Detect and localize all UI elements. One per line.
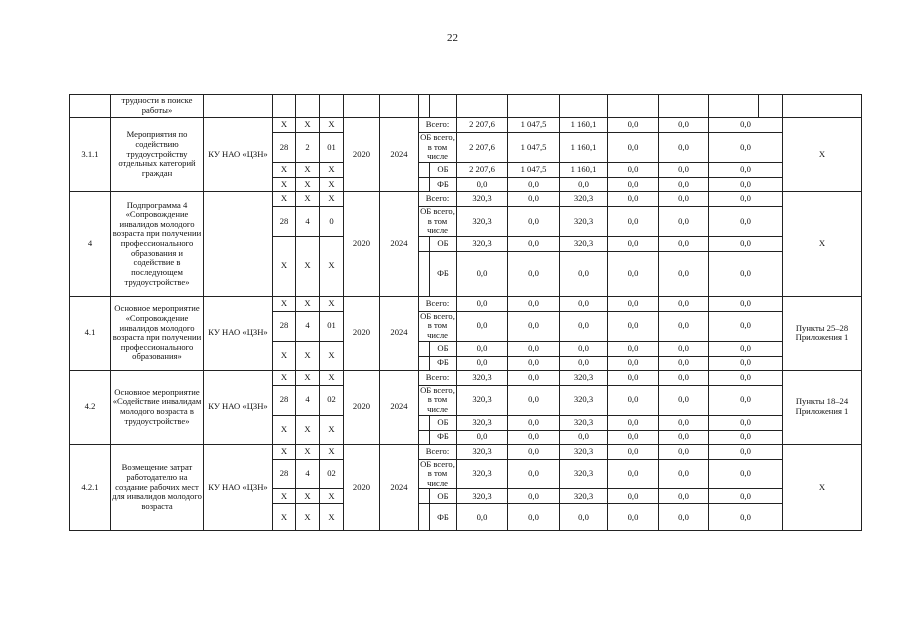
fin-value: 0,0 <box>659 162 709 177</box>
row-number: 4 <box>70 191 111 296</box>
budget-code-cell: X <box>273 296 296 311</box>
budget-code-cell: X <box>296 504 320 531</box>
fin-value: 0,0 <box>659 206 709 236</box>
program-table <box>69 94 862 531</box>
end-year: 2024 <box>380 191 419 296</box>
fin-indent <box>419 236 430 251</box>
budget-code-cell: X <box>273 341 296 370</box>
fin-value: 0,0 <box>709 385 783 415</box>
budget-code-cell: X <box>296 162 320 177</box>
fin-value: 320,3 <box>560 489 608 504</box>
fin-value: 0,0 <box>508 251 560 296</box>
fin-value: 0,0 <box>709 341 783 356</box>
end-year: 2024 <box>380 444 419 531</box>
budget-code-cell: 4 <box>296 206 320 236</box>
fin-value: 0,0 <box>608 459 659 489</box>
activity-name: Подпрограмма 4 «Сопровождение инвалидов молодого возраста при получении профессионального образования и содействие в последующем трудоустройстве» <box>111 191 204 296</box>
budget-code-cell: X <box>320 341 344 370</box>
budget-code-cell: X <box>320 504 344 531</box>
executor: КУ НАО «ЦЗН» <box>204 118 273 192</box>
activity-name: Мероприятия по содействию трудоустройству отдельных категорий граждан <box>111 118 204 192</box>
fin-value: 0,0 <box>457 341 508 356</box>
end-year: 2024 <box>380 118 419 192</box>
table-row <box>70 191 862 206</box>
fin-value: 0,0 <box>709 177 783 191</box>
fin-value: 0,0 <box>508 356 560 370</box>
budget-code-cell: X <box>296 177 320 191</box>
note: Пункты 18–24 Приложения 1 <box>783 370 862 444</box>
budget-code-cell: X <box>296 118 320 133</box>
fin-value: 320,3 <box>457 206 508 236</box>
fin-value: 320,3 <box>457 444 508 459</box>
fin-source-label: Всего: <box>419 370 457 385</box>
budget-code-cell: X <box>320 236 344 296</box>
fin-indent <box>419 415 430 430</box>
fin-source-label: ФБ <box>430 177 457 191</box>
fin-value: 0,0 <box>659 370 709 385</box>
activity-name: Основное мероприятие «Сопровождение инвалидов молодого возраста при получении профессионального образования» <box>111 296 204 370</box>
fin-value: 0,0 <box>709 118 783 133</box>
fin-value: 320,3 <box>457 489 508 504</box>
budget-code-cell: X <box>273 444 296 459</box>
fin-value: 0,0 <box>457 177 508 191</box>
fin-indent <box>419 356 430 370</box>
fin-value: 320,3 <box>560 191 608 206</box>
fin-value: 0,0 <box>659 504 709 531</box>
fin-source-label: ФБ <box>430 430 457 444</box>
budget-code-cell: 02 <box>320 459 344 489</box>
executor: КУ НАО «ЦЗН» <box>204 444 273 531</box>
fin-source-label: ФБ <box>430 504 457 531</box>
fin-value: 0,0 <box>608 133 659 163</box>
fin-value: 0,0 <box>659 489 709 504</box>
fin-value: 0,0 <box>659 385 709 415</box>
fin-value: 320,3 <box>560 236 608 251</box>
activity-name: Основное мероприятие «Содействие инвалидам молодого возраста в трудоустройстве» <box>111 370 204 444</box>
note: X <box>783 118 862 192</box>
budget-code-cell: X <box>296 489 320 504</box>
fin-value: 0,0 <box>709 162 783 177</box>
fin-value: 320,3 <box>560 206 608 236</box>
row-number: 3.1.1 <box>70 118 111 192</box>
intro-text: трудности в поиске работы» <box>111 95 204 118</box>
fin-value: 0,0 <box>560 251 608 296</box>
fin-value: 0,0 <box>709 459 783 489</box>
executor: КУ НАО «ЦЗН» <box>204 370 273 444</box>
fin-value: 0,0 <box>608 504 659 531</box>
fin-value: 0,0 <box>709 133 783 163</box>
start-year: 2020 <box>344 191 380 296</box>
fin-value: 0,0 <box>608 489 659 504</box>
end-year: 2024 <box>380 370 419 444</box>
page-number: 22 <box>447 32 458 44</box>
fin-value: 0,0 <box>508 341 560 356</box>
fin-value: 0,0 <box>608 341 659 356</box>
fin-value: 0,0 <box>508 311 560 341</box>
fin-value: 2 207,6 <box>457 118 508 133</box>
fin-source-label: Всего: <box>419 191 457 206</box>
fin-value: 0,0 <box>709 415 783 430</box>
fin-value: 0,0 <box>608 311 659 341</box>
budget-code-cell: X <box>296 444 320 459</box>
fin-value: 0,0 <box>508 415 560 430</box>
fin-value: 0,0 <box>659 430 709 444</box>
fin-value: 320,3 <box>457 191 508 206</box>
fin-value: 0,0 <box>608 370 659 385</box>
fin-value: 0,0 <box>560 504 608 531</box>
row-number: 4.1 <box>70 296 111 370</box>
fin-value: 0,0 <box>457 356 508 370</box>
budget-code-cell: X <box>296 370 320 385</box>
fin-value: 320,3 <box>457 385 508 415</box>
fin-indent <box>419 504 430 531</box>
budget-code-cell: 4 <box>296 385 320 415</box>
fin-value: 0,0 <box>608 356 659 370</box>
fin-value: 2 207,6 <box>457 162 508 177</box>
fin-value: 0,0 <box>709 311 783 341</box>
executor <box>204 191 273 296</box>
fin-indent <box>419 430 430 444</box>
fin-value: 0,0 <box>508 206 560 236</box>
fin-value: 0,0 <box>659 236 709 251</box>
fin-value: 0,0 <box>709 191 783 206</box>
fin-value: 0,0 <box>608 296 659 311</box>
budget-code-cell: X <box>296 296 320 311</box>
budget-code-cell: 28 <box>273 311 296 341</box>
fin-source-label: ОБ всего, в том числе <box>420 311 455 340</box>
fin-value: 0,0 <box>608 162 659 177</box>
fin-value: 1 160,1 <box>560 133 608 163</box>
fin-value: 320,3 <box>560 370 608 385</box>
fin-value: 0,0 <box>508 459 560 489</box>
activity-name: Возмещение затрат работодателю на создание рабочих мест для инвалидов молодого возраста <box>111 444 204 531</box>
budget-code-cell: X <box>273 118 296 133</box>
fin-source-label: ОБ <box>430 415 457 430</box>
fin-indent <box>419 177 430 191</box>
fin-value: 0,0 <box>659 177 709 191</box>
fin-value: 0,0 <box>608 118 659 133</box>
fin-value: 0,0 <box>709 430 783 444</box>
row-number: 4.2.1 <box>70 444 111 531</box>
fin-source-label: ОБ всего, в том числе <box>420 132 455 162</box>
table-row <box>70 296 862 311</box>
fin-value: 0,0 <box>508 177 560 191</box>
fin-value: 0,0 <box>659 459 709 489</box>
end-year: 2024 <box>380 296 419 370</box>
fin-value: 0,0 <box>659 444 709 459</box>
executor: КУ НАО «ЦЗН» <box>204 296 273 370</box>
table-row <box>70 444 862 459</box>
budget-code-cell: X <box>320 489 344 504</box>
note: X <box>783 191 862 296</box>
fin-value: 0,0 <box>508 236 560 251</box>
fin-value: 0,0 <box>709 236 783 251</box>
fin-value: 0,0 <box>560 311 608 341</box>
fin-value: 0,0 <box>508 385 560 415</box>
fin-value: 0,0 <box>709 296 783 311</box>
budget-code-cell: 28 <box>273 385 296 415</box>
fin-value: 0,0 <box>508 370 560 385</box>
fin-value: 0,0 <box>659 118 709 133</box>
fin-value: 0,0 <box>508 504 560 531</box>
fin-value: 320,3 <box>560 385 608 415</box>
budget-code-cell: X <box>273 489 296 504</box>
fin-value: 1 047,5 <box>508 162 560 177</box>
fin-source-label: Всего: <box>419 118 457 133</box>
fin-value: 2 207,6 <box>457 133 508 163</box>
fin-value: 0,0 <box>659 415 709 430</box>
budget-code-cell: X <box>320 118 344 133</box>
budget-code-cell: X <box>296 236 320 296</box>
fin-value: 320,3 <box>457 236 508 251</box>
fin-value: 0,0 <box>560 356 608 370</box>
fin-value: 0,0 <box>709 444 783 459</box>
fin-source-label: Всего: <box>419 444 457 459</box>
fin-indent <box>419 162 430 177</box>
fin-indent <box>419 341 430 356</box>
budget-code-cell: X <box>320 444 344 459</box>
budget-code-cell: X <box>273 415 296 444</box>
start-year: 2020 <box>344 370 380 444</box>
fin-value: 0,0 <box>659 311 709 341</box>
fin-indent <box>419 489 430 504</box>
budget-code-cell: 28 <box>273 133 296 163</box>
fin-value: 0,0 <box>457 504 508 531</box>
table-row <box>70 118 862 133</box>
start-year: 2020 <box>344 296 380 370</box>
fin-source-label: ОБ всего, в том числе <box>420 459 455 488</box>
fin-value: 320,3 <box>560 459 608 489</box>
table-row <box>70 370 862 385</box>
budget-code-cell: 28 <box>273 206 296 236</box>
fin-value: 0,0 <box>508 430 560 444</box>
budget-code-cell: X <box>273 162 296 177</box>
fin-value: 0,0 <box>508 444 560 459</box>
fin-value: 0,0 <box>608 430 659 444</box>
fin-value: 0,0 <box>709 356 783 370</box>
fin-source-label: Всего: <box>419 296 457 311</box>
fin-value: 1 160,1 <box>560 118 608 133</box>
budget-code-cell: X <box>273 236 296 296</box>
fin-value: 0,0 <box>508 296 560 311</box>
note: X <box>783 444 862 531</box>
fin-value: 0,0 <box>560 430 608 444</box>
fin-value: 0,0 <box>659 251 709 296</box>
fin-source-label: ОБ всего, в том числе <box>420 385 455 414</box>
budget-code-cell: X <box>320 191 344 206</box>
fin-value: 0,0 <box>560 341 608 356</box>
fin-source-label: ОБ <box>430 162 457 177</box>
fin-value: 0,0 <box>659 191 709 206</box>
fin-value: 0,0 <box>457 430 508 444</box>
fin-value: 0,0 <box>709 206 783 236</box>
fin-value: 320,3 <box>457 459 508 489</box>
budget-code-cell: X <box>296 341 320 370</box>
fin-value: 0,0 <box>709 370 783 385</box>
start-year: 2020 <box>344 444 380 531</box>
fin-value: 0,0 <box>608 415 659 430</box>
fin-indent <box>419 251 430 296</box>
budget-code-cell: 4 <box>296 459 320 489</box>
fin-source-label: ОБ всего, в том числе <box>420 206 455 236</box>
fin-value: 0,0 <box>659 296 709 311</box>
fin-value: 1 047,5 <box>508 118 560 133</box>
budget-code-cell: 4 <box>296 311 320 341</box>
fin-value: 0,0 <box>608 444 659 459</box>
fin-value: 0,0 <box>659 341 709 356</box>
budget-code-cell: 0 <box>320 206 344 236</box>
fin-value: 0,0 <box>457 296 508 311</box>
fin-value: 320,3 <box>457 415 508 430</box>
fin-source-label: ОБ <box>430 341 457 356</box>
fin-value: 0,0 <box>608 206 659 236</box>
fin-value: 0,0 <box>608 236 659 251</box>
budget-code-cell: X <box>273 177 296 191</box>
fin-value: 0,0 <box>608 385 659 415</box>
start-year: 2020 <box>344 118 380 192</box>
fin-value: 1 047,5 <box>508 133 560 163</box>
budget-code-cell: X <box>320 296 344 311</box>
fin-source-label: ФБ <box>430 356 457 370</box>
budget-code-cell: X <box>320 370 344 385</box>
budget-code-cell: 2 <box>296 133 320 163</box>
budget-code-cell: 28 <box>273 459 296 489</box>
fin-value: 0,0 <box>608 191 659 206</box>
fin-value: 0,0 <box>508 489 560 504</box>
budget-code-cell: X <box>273 370 296 385</box>
budget-code-cell: X <box>320 415 344 444</box>
row-number: 4.2 <box>70 370 111 444</box>
intro-row <box>70 95 862 118</box>
fin-source-label: ОБ <box>430 489 457 504</box>
budget-code-cell: X <box>273 504 296 531</box>
fin-value: 0,0 <box>608 177 659 191</box>
fin-value: 0,0 <box>709 489 783 504</box>
fin-value: 0,0 <box>508 191 560 206</box>
fin-value: 0,0 <box>709 504 783 531</box>
fin-value: 320,3 <box>560 415 608 430</box>
budget-code-cell: X <box>273 191 296 206</box>
fin-value: 0,0 <box>560 296 608 311</box>
fin-source-label: ОБ <box>430 236 457 251</box>
fin-value: 320,3 <box>457 370 508 385</box>
fin-value: 0,0 <box>457 311 508 341</box>
budget-code-cell: X <box>296 415 320 444</box>
fin-value: 0,0 <box>659 356 709 370</box>
fin-source-label: ФБ <box>430 251 457 296</box>
fin-value: 0,0 <box>608 251 659 296</box>
budget-code-cell: X <box>296 191 320 206</box>
budget-code-cell: X <box>320 177 344 191</box>
note: Пункты 25–28 Приложения 1 <box>783 296 862 370</box>
fin-value: 0,0 <box>457 251 508 296</box>
budget-code-cell: 02 <box>320 385 344 415</box>
budget-code-cell: 01 <box>320 133 344 163</box>
fin-value: 0,0 <box>659 133 709 163</box>
fin-value: 1 160,1 <box>560 162 608 177</box>
fin-value: 0,0 <box>709 251 783 296</box>
budget-code-cell: 01 <box>320 311 344 341</box>
fin-value: 0,0 <box>560 177 608 191</box>
budget-code-cell: X <box>320 162 344 177</box>
fin-value: 320,3 <box>560 444 608 459</box>
